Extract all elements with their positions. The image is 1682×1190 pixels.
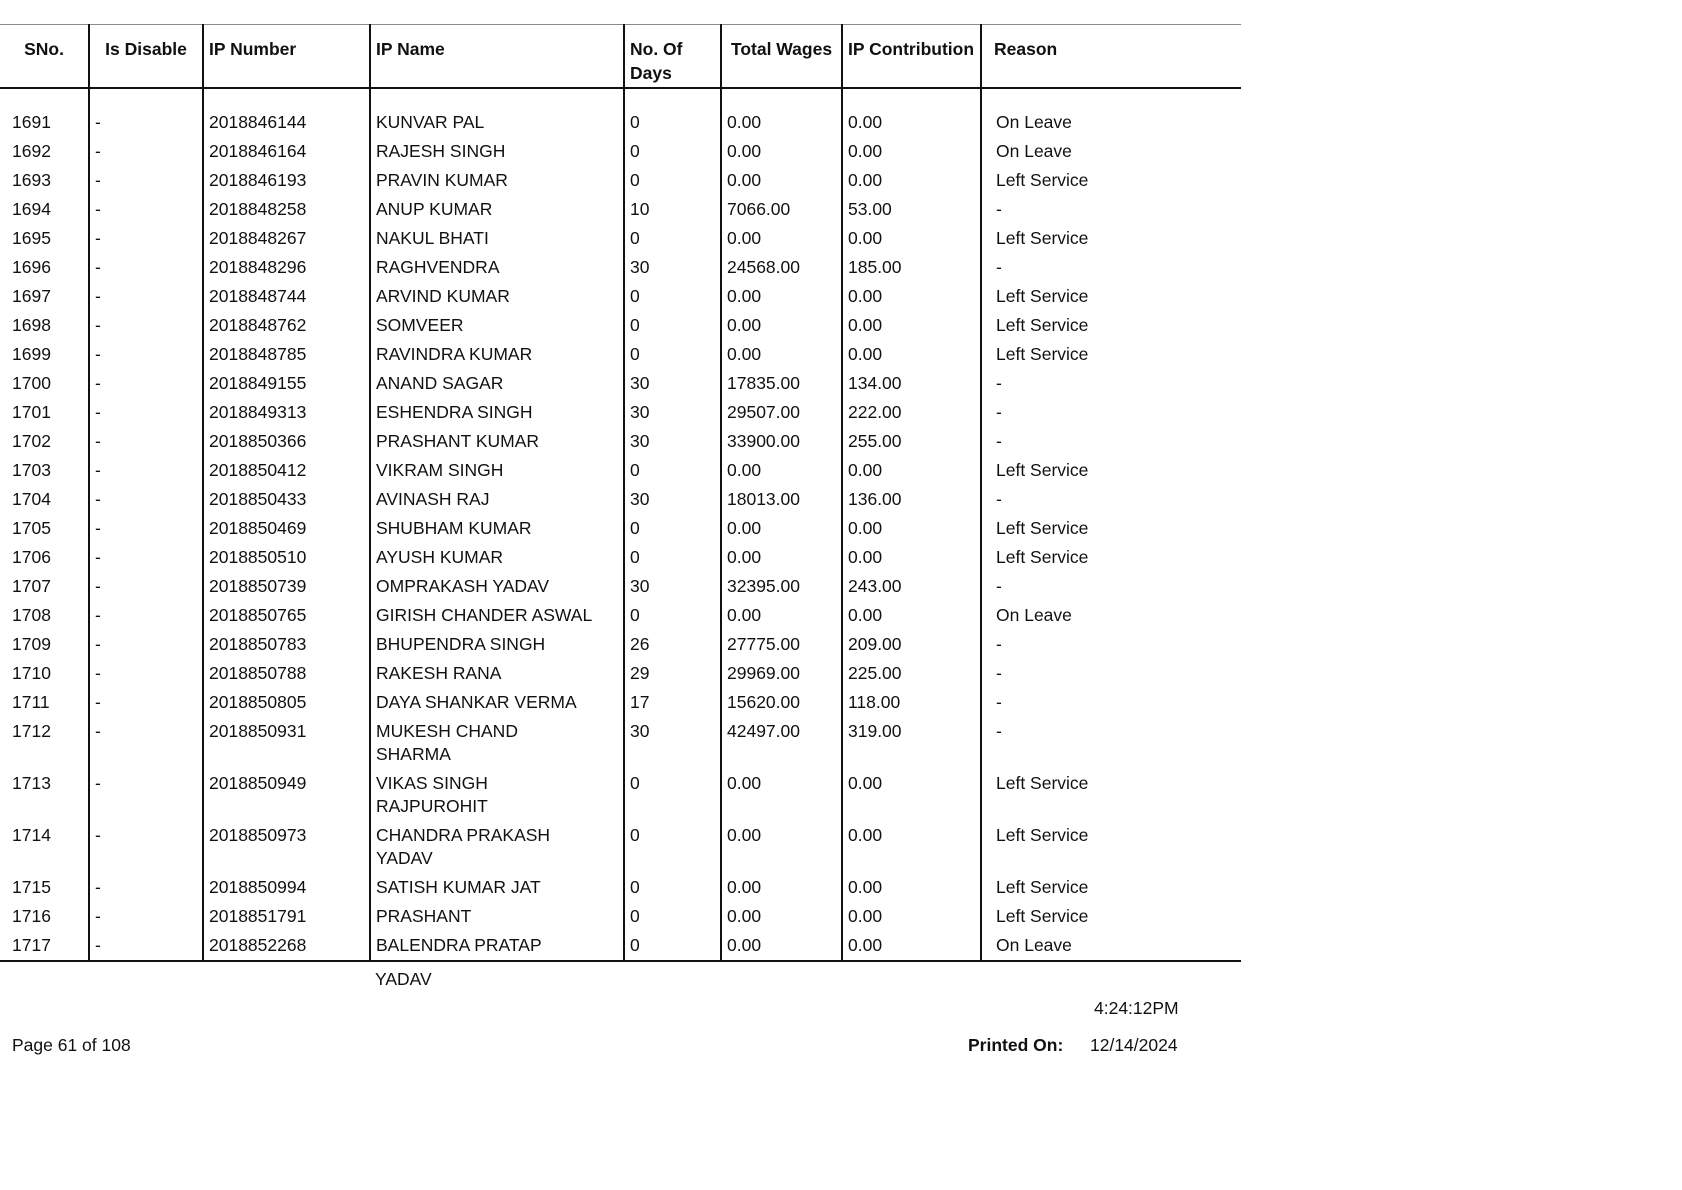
ip-name-cell: DAYA SHANKAR VERMA bbox=[370, 688, 624, 717]
sno-cell: 1713 bbox=[12, 773, 51, 793]
is-disable-cell: - bbox=[89, 630, 203, 659]
table-row bbox=[0, 166, 1241, 195]
ip-contribution-cell: 0.00 bbox=[842, 514, 981, 543]
ip-number-cell: 2018848744 bbox=[203, 282, 370, 311]
total-wages-cell: 0.00 bbox=[721, 543, 842, 572]
ip-name-cell: AYUSH KUMAR bbox=[370, 543, 624, 572]
reason-cell: Left Service bbox=[981, 514, 1241, 543]
total-wages-cell: 29507.00 bbox=[721, 398, 842, 427]
total-wages-cell: 15620.00 bbox=[721, 688, 842, 717]
reason-cell: On Leave bbox=[981, 601, 1241, 630]
is-disable-cell: - bbox=[89, 311, 203, 340]
is-disable-cell: - bbox=[89, 821, 203, 873]
printed-date: 12/14/2024 bbox=[1090, 1035, 1178, 1055]
is-disable-cell: - bbox=[89, 398, 203, 427]
col-header-ip-name: IP Name bbox=[370, 25, 624, 89]
days-cell: 0 bbox=[624, 873, 721, 902]
is-disable-cell: - bbox=[89, 514, 203, 543]
is-disable-cell: - bbox=[89, 282, 203, 311]
ip-number-cell: 2018851791 bbox=[203, 902, 370, 931]
ip-contribution-cell: 0.00 bbox=[842, 88, 981, 137]
sno-cell: 1715 bbox=[12, 877, 51, 897]
reason-cell: - bbox=[981, 688, 1241, 717]
table-row bbox=[0, 224, 1241, 253]
table-row bbox=[0, 137, 1241, 166]
table-row bbox=[0, 769, 1241, 821]
is-disable-cell: - bbox=[89, 659, 203, 688]
is-disable-cell: - bbox=[89, 902, 203, 931]
total-wages-cell: 0.00 bbox=[721, 456, 842, 485]
ip-contribution-cell: 0.00 bbox=[842, 166, 981, 195]
ip-number-cell: 2018850788 bbox=[203, 659, 370, 688]
table-row bbox=[0, 688, 1241, 717]
ip-contribution-cell: 185.00 bbox=[842, 253, 981, 282]
total-wages-cell: 7066.00 bbox=[721, 195, 842, 224]
table-row bbox=[0, 931, 1241, 961]
ip-contribution-cell: 0.00 bbox=[842, 769, 981, 821]
reason-cell: - bbox=[981, 195, 1241, 224]
table-row bbox=[0, 572, 1241, 601]
sno-cell: 1708 bbox=[12, 605, 51, 625]
ip-contribution-cell: 243.00 bbox=[842, 572, 981, 601]
is-disable-cell: - bbox=[89, 688, 203, 717]
col-header-days: No. Of Days bbox=[624, 25, 721, 89]
days-cell: 30 bbox=[624, 398, 721, 427]
days-cell: 0 bbox=[624, 769, 721, 821]
ip-name-cell: ANAND SAGAR bbox=[370, 369, 624, 398]
total-wages-cell: 0.00 bbox=[721, 88, 842, 137]
ip-contribution-cell: 134.00 bbox=[842, 369, 981, 398]
sno-cell: 1717 bbox=[0, 931, 89, 961]
ip-number-cell: 2018846144 bbox=[203, 88, 370, 137]
ip-number-cell: 2018849313 bbox=[203, 398, 370, 427]
ip-name-cell: PRAVIN KUMAR bbox=[370, 166, 624, 195]
table-header-row bbox=[0, 25, 1241, 89]
is-disable-cell: - bbox=[89, 88, 203, 137]
ip-contribution-cell: 0.00 bbox=[842, 931, 981, 961]
ip-number-cell: 2018846193 bbox=[203, 166, 370, 195]
sno-cell: 1704 bbox=[12, 489, 51, 509]
days-cell: 30 bbox=[624, 485, 721, 514]
days-cell: 0 bbox=[624, 543, 721, 572]
days-cell: 30 bbox=[624, 253, 721, 282]
ip-name-cell: RAJESH SINGH bbox=[370, 137, 624, 166]
ip-number-cell: 2018850783 bbox=[203, 630, 370, 659]
ip-contribution-cell: 0.00 bbox=[842, 821, 981, 873]
days-cell: 0 bbox=[624, 931, 721, 961]
is-disable-cell: - bbox=[89, 717, 203, 769]
ip-contribution-cell: 0.00 bbox=[842, 311, 981, 340]
ip-contribution-cell: 136.00 bbox=[842, 485, 981, 514]
sno-cell: 1711 bbox=[12, 692, 50, 712]
days-cell: 0 bbox=[624, 821, 721, 873]
days-cell: 0 bbox=[624, 456, 721, 485]
total-wages-cell: 0.00 bbox=[721, 931, 842, 961]
table-row bbox=[0, 369, 1241, 398]
days-cell: 0 bbox=[624, 166, 721, 195]
ip-number-cell: 2018850433 bbox=[203, 485, 370, 514]
sno-cell: 1709 bbox=[12, 634, 51, 654]
ip-name-cell: CHANDRA PRAKASH YADAV bbox=[370, 821, 624, 873]
ip-contribution-cell: 209.00 bbox=[842, 630, 981, 659]
table-row bbox=[0, 398, 1241, 427]
table-row bbox=[0, 543, 1241, 572]
is-disable-cell: - bbox=[89, 253, 203, 282]
is-disable-cell: - bbox=[89, 572, 203, 601]
ip-name-cell: VIKRAM SINGH bbox=[370, 456, 624, 485]
sno-cell: 1702 bbox=[12, 431, 51, 451]
ip-contribution-cell: 222.00 bbox=[842, 398, 981, 427]
days-cell: 30 bbox=[624, 717, 721, 769]
days-cell: 10 bbox=[624, 195, 721, 224]
sno-cell: 1693 bbox=[12, 170, 51, 190]
is-disable-cell: - bbox=[89, 224, 203, 253]
is-disable-cell: - bbox=[89, 601, 203, 630]
ip-name-cell: RAKESH RANA bbox=[370, 659, 624, 688]
ip-number-cell: 2018850973 bbox=[203, 821, 370, 873]
ip-name-cell: RAVINDRA KUMAR bbox=[370, 340, 624, 369]
reason-cell: - bbox=[981, 427, 1241, 456]
ip-name-cell: BALENDRA PRATAP bbox=[370, 931, 624, 961]
sno-cell: 1701 bbox=[12, 402, 51, 422]
ip-contribution-cell: 225.00 bbox=[842, 659, 981, 688]
sno-cell: 1710 bbox=[12, 663, 51, 683]
col-header-reason: Reason bbox=[981, 25, 1241, 89]
days-cell: 0 bbox=[624, 224, 721, 253]
is-disable-cell: - bbox=[89, 340, 203, 369]
ip-name-cell: SOMVEER bbox=[370, 311, 624, 340]
ip-number-cell: 2018850366 bbox=[203, 427, 370, 456]
ip-name-cell: MUKESH CHAND SHARMA bbox=[370, 717, 624, 769]
contribution-table bbox=[0, 24, 1241, 962]
ip-number-cell: 2018850949 bbox=[203, 769, 370, 821]
days-cell: 26 bbox=[624, 630, 721, 659]
total-wages-cell: 0.00 bbox=[721, 224, 842, 253]
days-cell: 0 bbox=[624, 88, 721, 137]
table-body bbox=[0, 88, 1241, 961]
is-disable-cell: - bbox=[89, 543, 203, 572]
ip-number-cell: 2018850412 bbox=[203, 456, 370, 485]
is-disable-cell: - bbox=[89, 369, 203, 398]
total-wages-cell: 33900.00 bbox=[721, 427, 842, 456]
sno-cell: 1699 bbox=[12, 344, 51, 364]
total-wages-cell: 29969.00 bbox=[721, 659, 842, 688]
ip-name-cell: PRASHANT bbox=[370, 902, 624, 931]
ip-contribution-cell: 0.00 bbox=[842, 601, 981, 630]
table-row bbox=[0, 485, 1241, 514]
is-disable-cell: - bbox=[89, 873, 203, 902]
ip-name-cell: BHUPENDRA SINGH bbox=[370, 630, 624, 659]
table-row bbox=[0, 427, 1241, 456]
total-wages-cell: 0.00 bbox=[721, 769, 842, 821]
table-row bbox=[0, 717, 1241, 769]
ip-name-cell: SATISH KUMAR JAT bbox=[370, 873, 624, 902]
days-cell: 0 bbox=[624, 137, 721, 166]
table-row bbox=[0, 88, 1241, 137]
days-cell: 0 bbox=[624, 311, 721, 340]
sno-cell: 1695 bbox=[12, 228, 51, 248]
sno-cell: 1712 bbox=[12, 721, 51, 741]
is-disable-cell: - bbox=[89, 427, 203, 456]
ip-number-cell: 2018850805 bbox=[203, 688, 370, 717]
sno-cell: 1716 bbox=[12, 906, 51, 926]
days-cell: 29 bbox=[624, 659, 721, 688]
reason-cell: Left Service bbox=[981, 456, 1241, 485]
reason-cell: Left Service bbox=[981, 821, 1241, 873]
ip-contribution-cell: 118.00 bbox=[842, 688, 981, 717]
ip-name-cell: SHUBHAM KUMAR bbox=[370, 514, 624, 543]
printed-time: 4:24:12PM bbox=[1094, 998, 1179, 1018]
table-row bbox=[0, 821, 1241, 873]
ip-contribution-cell: 53.00 bbox=[842, 195, 981, 224]
table-row bbox=[0, 659, 1241, 688]
table-row bbox=[0, 195, 1241, 224]
ip-name-cell: ARVIND KUMAR bbox=[370, 282, 624, 311]
table-row bbox=[0, 601, 1241, 630]
reason-cell: On Leave bbox=[981, 931, 1241, 961]
table-row bbox=[0, 514, 1241, 543]
ip-number-cell: 2018850994 bbox=[203, 873, 370, 902]
days-cell: 0 bbox=[624, 340, 721, 369]
total-wages-cell: 0.00 bbox=[721, 601, 842, 630]
ip-number-cell: 2018849155 bbox=[203, 369, 370, 398]
total-wages-cell: 0.00 bbox=[721, 514, 842, 543]
days-cell: 30 bbox=[624, 572, 721, 601]
ip-number-cell: 2018850765 bbox=[203, 601, 370, 630]
total-wages-cell: 0.00 bbox=[721, 902, 842, 931]
reason-cell: - bbox=[981, 630, 1241, 659]
page-number: Page 61 of 108 bbox=[12, 1035, 131, 1055]
reason-cell: - bbox=[981, 717, 1241, 769]
reason-cell: Left Service bbox=[981, 769, 1241, 821]
reason-cell: Left Service bbox=[981, 224, 1241, 253]
ip-contribution-cell: 0.00 bbox=[842, 456, 981, 485]
name-overflow-text: YADAV bbox=[375, 969, 432, 989]
ip-number-cell: 2018850469 bbox=[203, 514, 370, 543]
total-wages-cell: 0.00 bbox=[721, 282, 842, 311]
days-cell: 0 bbox=[624, 601, 721, 630]
col-header-ip-number: IP Number bbox=[203, 25, 370, 89]
ip-number-cell: 2018848258 bbox=[203, 195, 370, 224]
total-wages-cell: 27775.00 bbox=[721, 630, 842, 659]
reason-cell: - bbox=[981, 369, 1241, 398]
ip-contribution-cell: 255.00 bbox=[842, 427, 981, 456]
ip-name-cell: ANUP KUMAR bbox=[370, 195, 624, 224]
total-wages-cell: 0.00 bbox=[721, 137, 842, 166]
table-row bbox=[0, 902, 1241, 931]
ip-contribution-cell: 0.00 bbox=[842, 137, 981, 166]
reason-cell: Left Service bbox=[981, 902, 1241, 931]
days-cell: 0 bbox=[624, 902, 721, 931]
is-disable-cell: - bbox=[89, 195, 203, 224]
total-wages-cell: 0.00 bbox=[721, 311, 842, 340]
sno-cell: 1698 bbox=[12, 315, 51, 335]
sno-cell: 1694 bbox=[12, 199, 51, 219]
ip-contribution-cell: 0.00 bbox=[842, 340, 981, 369]
ip-number-cell: 2018848762 bbox=[203, 311, 370, 340]
days-cell: 17 bbox=[624, 688, 721, 717]
sno-cell: 1703 bbox=[12, 460, 51, 480]
total-wages-cell: 42497.00 bbox=[721, 717, 842, 769]
col-header-sno: SNo. bbox=[0, 25, 89, 89]
sno-cell: 1696 bbox=[12, 257, 51, 277]
sno-cell: 1700 bbox=[12, 373, 51, 393]
col-header-total-wages: Total Wages bbox=[721, 25, 842, 89]
total-wages-cell: 0.00 bbox=[721, 821, 842, 873]
ip-number-cell: 2018850510 bbox=[203, 543, 370, 572]
days-cell: 30 bbox=[624, 369, 721, 398]
table-row bbox=[0, 630, 1241, 659]
table-row bbox=[0, 253, 1241, 282]
total-wages-cell: 32395.00 bbox=[721, 572, 842, 601]
ip-name-cell: GIRISH CHANDER ASWAL bbox=[370, 601, 624, 630]
is-disable-cell: - bbox=[89, 137, 203, 166]
total-wages-cell: 0.00 bbox=[721, 873, 842, 902]
reason-cell: Left Service bbox=[981, 282, 1241, 311]
ip-number-cell: 2018846164 bbox=[203, 137, 370, 166]
sno-cell: 1707 bbox=[12, 576, 51, 596]
total-wages-cell: 17835.00 bbox=[721, 369, 842, 398]
ip-name-cell: ESHENDRA SINGH bbox=[370, 398, 624, 427]
ip-name-cell: PRASHANT KUMAR bbox=[370, 427, 624, 456]
reason-cell: Left Service bbox=[981, 543, 1241, 572]
reason-cell: - bbox=[981, 659, 1241, 688]
table-row bbox=[0, 282, 1241, 311]
table-row bbox=[0, 873, 1241, 902]
ip-number-cell: 2018852268 bbox=[203, 931, 370, 961]
ip-contribution-cell: 0.00 bbox=[842, 282, 981, 311]
days-cell: 30 bbox=[624, 427, 721, 456]
days-cell: 0 bbox=[624, 282, 721, 311]
ip-number-cell: 2018848296 bbox=[203, 253, 370, 282]
reason-cell: Left Service bbox=[981, 311, 1241, 340]
col-header-is-disable: Is Disable bbox=[89, 25, 203, 89]
total-wages-cell: 24568.00 bbox=[721, 253, 842, 282]
sno-cell: 1706 bbox=[12, 547, 51, 567]
table-row bbox=[0, 340, 1241, 369]
ip-contribution-cell: 0.00 bbox=[842, 224, 981, 253]
ip-number-cell: 2018850931 bbox=[203, 717, 370, 769]
total-wages-cell: 18013.00 bbox=[721, 485, 842, 514]
sno-cell: 1714 bbox=[12, 825, 51, 845]
total-wages-cell: 0.00 bbox=[721, 166, 842, 195]
is-disable-cell: - bbox=[89, 456, 203, 485]
ip-name-cell: NAKUL BHATI bbox=[370, 224, 624, 253]
reason-cell: Left Service bbox=[981, 166, 1241, 195]
ip-contribution-cell: 0.00 bbox=[842, 873, 981, 902]
ip-name-cell: VIKAS SINGH RAJPUROHIT bbox=[370, 769, 624, 821]
ip-number-cell: 2018848267 bbox=[203, 224, 370, 253]
is-disable-cell: - bbox=[89, 931, 203, 961]
ip-name-cell: KUNVAR PAL bbox=[370, 88, 624, 137]
reason-cell: - bbox=[981, 253, 1241, 282]
sno-cell: 1691 bbox=[12, 112, 51, 132]
col-header-ip-contribution: IP Contribution bbox=[842, 25, 981, 89]
reason-cell: On Leave bbox=[981, 137, 1241, 166]
ip-contribution-cell: 0.00 bbox=[842, 902, 981, 931]
is-disable-cell: - bbox=[89, 769, 203, 821]
sno-cell: 1692 bbox=[12, 141, 51, 161]
is-disable-cell: - bbox=[89, 485, 203, 514]
days-cell: 0 bbox=[624, 514, 721, 543]
ip-number-cell: 2018850739 bbox=[203, 572, 370, 601]
table-row bbox=[0, 311, 1241, 340]
reason-cell: Left Service bbox=[981, 340, 1241, 369]
reason-cell: On Leave bbox=[981, 88, 1241, 137]
sno-cell: 1705 bbox=[12, 518, 51, 538]
ip-name-cell: OMPRAKASH YADAV bbox=[370, 572, 624, 601]
ip-name-cell: RAGHVENDRA bbox=[370, 253, 624, 282]
sno-cell: 1697 bbox=[12, 286, 51, 306]
ip-contribution-cell: 0.00 bbox=[842, 543, 981, 572]
reason-cell: - bbox=[981, 485, 1241, 514]
reason-cell: Left Service bbox=[981, 873, 1241, 902]
reason-cell: - bbox=[981, 572, 1241, 601]
printed-on-label: Printed On: bbox=[968, 1035, 1064, 1055]
ip-number-cell: 2018848785 bbox=[203, 340, 370, 369]
reason-cell: - bbox=[981, 398, 1241, 427]
table-row bbox=[0, 456, 1241, 485]
is-disable-cell: - bbox=[89, 166, 203, 195]
ip-contribution-cell: 319.00 bbox=[842, 717, 981, 769]
ip-name-cell: AVINASH RAJ bbox=[370, 485, 624, 514]
total-wages-cell: 0.00 bbox=[721, 340, 842, 369]
